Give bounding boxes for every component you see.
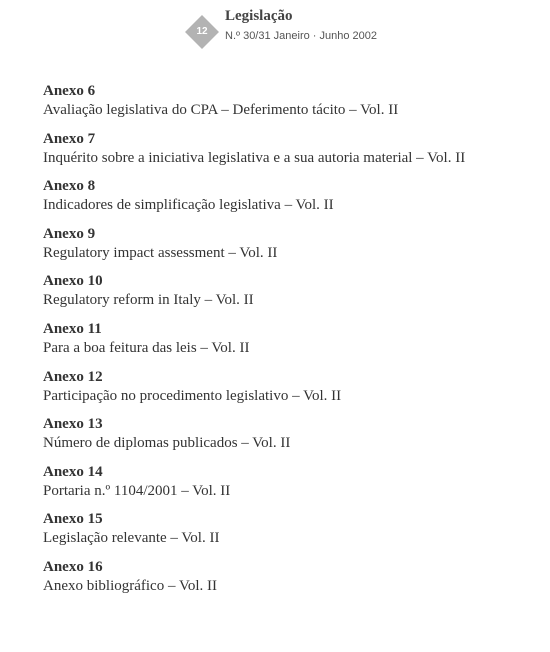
annex-description: Para a boa feitura das leis – Vol. II	[43, 339, 250, 356]
annex-item	[43, 368, 533, 416]
annex-description: Portaria n.º 1104/2001 – Vol. II	[43, 482, 231, 499]
annex-list	[43, 82, 533, 606]
annex-description: Legislação relevante – Vol. II	[43, 530, 220, 547]
annex-label: Anexo 10	[43, 273, 103, 290]
annex-label: Anexo 7	[43, 130, 96, 147]
page-number: 12	[196, 26, 208, 37]
annex-description: Indicadores de simplificação legislativa – Vol. II	[43, 197, 334, 214]
section-title: Legislação	[225, 8, 293, 24]
annex-label: Anexo 13	[43, 416, 103, 433]
annex-description: Participação no procedimento legislativo – Vol. II	[43, 387, 342, 404]
annex-item	[43, 320, 533, 368]
annex-label: Anexo 15	[43, 511, 103, 528]
annex-description: Avaliação legislativa do CPA – Deferimento tácito – Vol. II	[43, 102, 399, 118]
annex-item	[43, 177, 533, 225]
annex-item	[43, 130, 533, 178]
annex-label: Anexo 16	[43, 558, 103, 575]
annex-description: Inquérito sobre a iniciativa legislativa e a sua autoria material – Vol. II	[43, 149, 466, 166]
annex-label: Anexo 8	[43, 178, 96, 195]
annex-label: Anexo 6	[43, 83, 96, 99]
annex-label: Anexo 9	[43, 225, 96, 242]
annex-item	[43, 463, 533, 511]
annex-description: Anexo bibliográfico – Vol. II	[43, 577, 218, 594]
annex-item	[43, 558, 533, 606]
annex-item	[43, 272, 533, 320]
annex-label: Anexo 12	[43, 368, 103, 385]
annex-label: Anexo 11	[43, 320, 102, 337]
annex-label: Anexo 14	[43, 463, 103, 480]
annex-description: Regulatory reform in Italy – Vol. II	[43, 292, 254, 309]
issue-info: N.º 30/31 Janeiro · Junho 2002	[225, 30, 378, 42]
annex-description: Regulatory impact assessment – Vol. II	[43, 244, 278, 261]
annex-item	[43, 82, 533, 130]
annex-description: Número de diplomas publicados – Vol. II	[43, 435, 291, 452]
annex-item	[43, 510, 533, 558]
annex-item	[43, 225, 533, 273]
annex-item	[43, 415, 533, 463]
